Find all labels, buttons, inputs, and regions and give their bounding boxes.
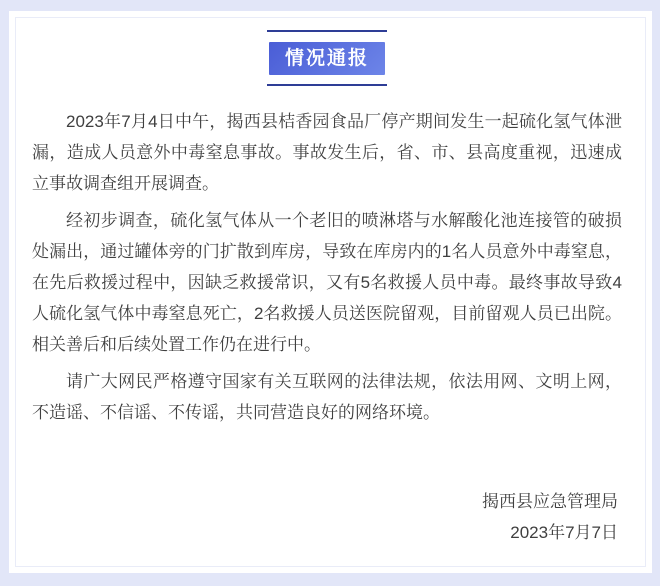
- signature-org: 揭西县应急管理局: [482, 492, 618, 511]
- notice-paragraph-1: 2023年7月4日中午，揭西县桔香园食品厂停产期间发生一起硫化氢气体泄漏，造成人员意外中毒窒息事故。事故发生后，省、市、县高度重视，迅速成立事故调查组开展调查。: [32, 112, 622, 193]
- signature-block: [32, 486, 622, 548]
- notice-title-badge: [269, 42, 385, 75]
- badge-area: [32, 30, 622, 86]
- notice-paragraph-2: 经初步调查，硫化氢气体从一个老旧的喷淋塔与水解酸化池连接管的破损处漏出，通过罐体旁的门扩散到库房，导致在库房内的1名人员意外中毒窒息，在先后救援过程中，因缺乏救援常识，又有5名救援人员中毒。最终事故导致4人硫化氢气体中毒窒息死亡，2名救援人员送医院留观，目前留观人员已出院。相关善后和后续处置工作仍在进行中。: [32, 211, 622, 354]
- badge-bottom-divider: [267, 84, 387, 86]
- badge-top-divider: [267, 30, 387, 32]
- signature-date: 2023年7月7日: [510, 523, 618, 542]
- notice-inner-frame: [15, 17, 646, 567]
- notice-body: [32, 106, 622, 428]
- notice-title-label: 情况通报: [284, 48, 369, 69]
- notice-paragraph-3: 请广大网民严格遵守国家有关互联网的法律法规，依法用网、文明上网，不造谣、不信谣、不传谣，共同营造良好的网络环境。: [32, 372, 622, 422]
- notice-card: [9, 11, 652, 573]
